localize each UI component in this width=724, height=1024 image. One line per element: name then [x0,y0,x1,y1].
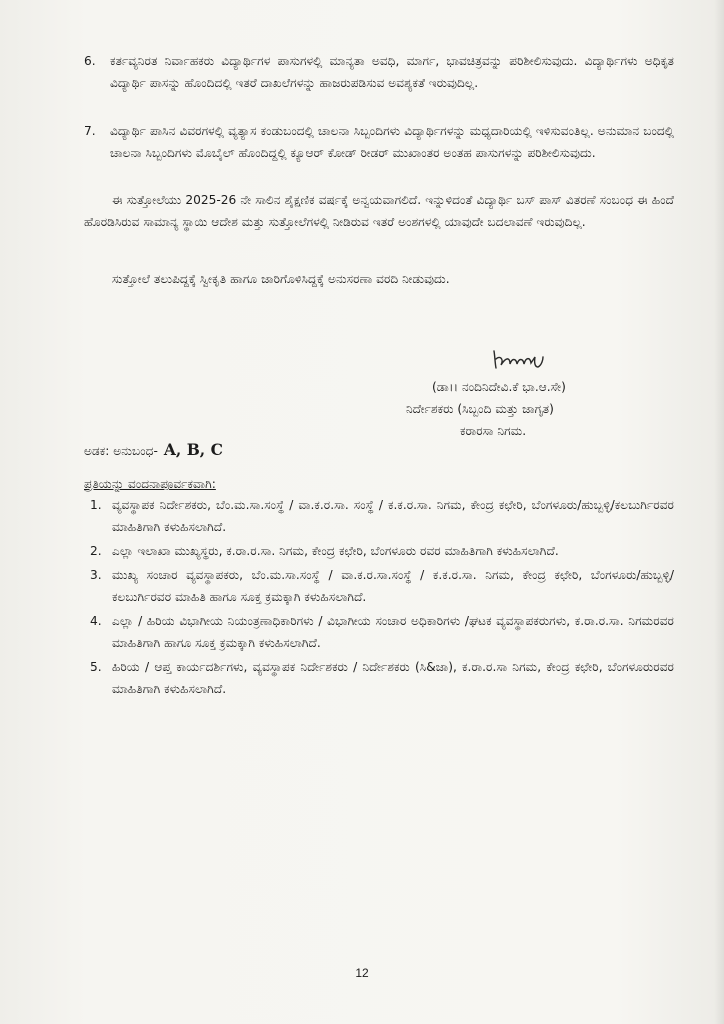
item-number: 2. [90,544,102,558]
page-edge-shadow [714,0,724,1024]
compliance-paragraph [84,268,674,290]
enclosure-line [84,439,223,462]
paragraph-text: ಸುತ್ತೋಲೆ ತಲುಪಿದ್ದಕ್ಕೆ ಸ್ವೀಕೃತಿ ಹಾಗೂ ಜಾರಿಗೊಳಿಸಿದ್ದಕ್ಕೆ ಅನುಸರಣಾ ವರದಿ ನೀಡುವುದು. [112,272,450,286]
signatory-designation: ನಿರ್ದೇಶಕರು (ಸಿಬ್ಬಂದಿ ಮತ್ತು ಜಾಗೃತ) [406,402,554,416]
instruction-item-7 [84,120,674,164]
item-text: ಹಿರಿಯ / ಆಪ್ತ ಕಾರ್ಯದರ್ಶಿಗಳು, ವ್ಯವಸ್ಥಾಪಕ ನಿರ್ದೇಶಕರು / ನಿರ್ದೇಶಕರು (ಸಿ&ಜಾ), ಕ.ರಾ.ರ.ಸಾ ನಿಗಮ, ಕೇಂದ್ರ ಕಛೇರಿ, ಬೆಂಗಳೂರುರವರ ಮಾಹಿತಿಗಾಗಿ ಕಳುಹಿಸಲಾಗಿದೆ. [112,660,674,696]
instruction-item-6 [84,50,674,94]
paragraph-text: ಈ ಸುತ್ತೋಲೆಯು 2025-26 ನೇ ಸಾಲಿನ ಶೈಕ್ಷಣಿಕ ವರ್ಷಕ್ಕೆ ಅನ್ವಯವಾಗಲಿದೆ. ಇನ್ನುಳಿದಂತೆ ವಿದ್ಯಾರ್ಥಿ ಬಸ್ ಪಾಸ್ ವಿತರಣೆ ಸಂಬಂಧ ಈ ಹಿಂದೆ ಹೊರಡಿಸಿರುವ ಸಾಮಾನ್ಯ ಸ್ಥಾಯಿ ಆದೇಶ ಮತ್ತು ಸುತ್ತೋಲೆಗಳಲ್ಲಿ ನೀಡಿರುವ ಇತರೆ ಅಂಶಗಳಲ್ಲಿ ಯಾವುದೇ ಬದಲಾವಣೆ ಇರುವುದಿಲ್ಲ. [84,193,674,229]
item-number: 3. [90,568,102,582]
copy-to-item [84,656,674,700]
item-text: ವ್ಯವಸ್ಥಾಪಕ ನಿರ್ದೇಶಕರು, ಬೆಂ.ಮ.ಸಾ.ಸಂಸ್ಥೆ / ವಾ.ಕ.ರ.ಸಾ. ಸಂಸ್ಥೆ / ಕ.ಕ.ರ.ಸಾ. ನಿಗಮ, ಕೇಂದ್ರ ಕಛೇರಿ, ಬೆಂಗಳೂರು/ಹುಬ್ಬಳ್ಳಿ/ಕಲಬುರ್ಗಿರವರ ಮಾಹಿತಿಗಾಗಿ ಕಳುಹಿಸಲಾಗಿದೆ. [112,498,674,534]
item-text: ಕರ್ತವ್ಯನಿರತ ನಿರ್ವಾಹಕರು ವಿದ್ಯಾರ್ಥಿಗಳ ಪಾಸುಗಳಲ್ಲಿ ಮಾನ್ಯತಾ ಅವಧಿ, ಮಾರ್ಗ, ಭಾವಚಿತ್ರವನ್ನು ಪರಿಶೀಲಿಸುವುದು. ವಿದ್ಯಾರ್ಥಿಗಳು ಅಧಿಕೃತ ವಿದ್ಯಾರ್ಥಿ ಪಾಸನ್ನು ಹೊಂದಿದಲ್ಲಿ ಇತರೆ ದಾಖಲೆಗಳನ್ನು ಹಾಜರುಪಡಿಸುವ ಅವಶ್ಯಕತೆ ಇರುವುದಿಲ್ಲ. [110,54,674,90]
item-text: ವಿದ್ಯಾರ್ಥಿ ಪಾಸಿನ ವಿವರಗಳಲ್ಲಿ ವ್ಯತ್ಯಾಸ ಕಂಡುಬಂದಲ್ಲಿ ಚಾಲನಾ ಸಿಬ್ಬಂದಿಗಳು ವಿದ್ಯಾರ್ಥಿಗಳನ್ನು ಮಧ್ಯದಾರಿಯಲ್ಲಿ ಇಳಿಸುವಂತಿಲ್ಲ. ಅನುಮಾನ ಬಂದಲ್ಲಿ ಚಾಲನಾ ಸಿಬ್ಬಂದಿಗಳು ಮೊಬೈಲ್ ಹೊಂದಿದ್ದಲ್ಲಿ ಕ್ಯೂಆರ್ ಕೋಡ್ ರೀಡರ್ ಮುಖಾಂತರ ಅಂತಹ ಪಾಸುಗಳನ್ನು ಪರಿಶೀಲಿಸುವುದು. [110,124,674,160]
item-text: ಮುಖ್ಯ ಸಂಚಾರ ವ್ಯವಸ್ಥಾಪಕರು, ಬೆಂ.ಮ.ಸಾ.ಸಂಸ್ಥೆ / ವಾ.ಕ.ರ.ಸಾ.ಸಂಸ್ಥೆ / ಕ.ಕ.ರ.ಸಾ. ನಿಗಮ, ಕೇಂದ್ರ ಕಛೇರಿ, ಬೆಂಗಳೂರು/ಹುಬ್ಬಳ್ಳಿ/ಕಲಬುರ್ಗಿರವರ ಮಾಹಿತಿ ಹಾಗೂ ಸೂಕ್ತ ಕ್ರಮಕ್ಕಾಗಿ ಕಳುಹಿಸಲಾಗಿದೆ. [112,568,674,604]
copy-to-heading: ಪ್ರತಿಯನ್ನು ವಂದನಾಪೂರ್ವಕವಾಗಿ: [84,477,216,491]
item-number: 1. [90,498,102,512]
item-number: 5. [90,660,102,674]
item-text: ಎಲ್ಲಾ ಇಲಾಖಾ ಮುಖ್ಯಸ್ಥರು, ಕ.ರಾ.ರ.ಸಾ. ನಿಗಮ, ಕೇಂದ್ರ ಕಛೇರಿ, ಬೆಂಗಳೂರು ರವರ ಮಾಹಿತಿಗಾಗಿ ಕಳುಹಿಸಲಾಗಿದೆ. [112,544,559,558]
applicability-paragraph [84,189,674,233]
enclosure-letters: A, B, C [163,440,223,459]
item-number: 6. [84,54,96,68]
copy-to-item [84,494,674,538]
signatory-organization: ಕರಾರಸಾ ನಿಗಮ. [460,424,527,438]
item-number: 7. [84,124,96,138]
copy-to-item [84,564,674,608]
item-text: ಎಲ್ಲಾ / ಹಿರಿಯ ವಿಭಾಗೀಯ ನಿಯಂತ್ರಣಾಧಿಕಾರಿಗಳು / ವಿಭಾಗೀಯ ಸಂಚಾರ ಅಧಿಕಾರಿಗಳು /ಘಟಕ ವ್ಯವಸ್ಥಾಪಕರುಗಳು, ಕ.ರಾ.ರ.ಸಾ. ನಿಗಮರವರ ಮಾಹಿತಿಗಾಗಿ ಹಾಗೂ ಸೂಕ್ತ ಕ್ರಮಕ್ಕಾಗಿ ಕಳುಹಿಸಲಾಗಿದೆ. [112,614,674,650]
copy-to-item [84,610,674,654]
numbered-instructions-7 [84,120,674,164]
copy-to-item [84,540,674,562]
page-number: 12 [355,966,369,980]
numbered-instructions-6 [84,50,674,94]
item-number: 4. [90,614,102,628]
enclosure-label: ಅಡಕ: ಅನುಬಂಧ- [84,444,158,458]
signature-block [380,376,670,442]
handwritten-signature [488,345,568,373]
signatory-name: (ಡಾ।। ನಂದಿನಿದೇವಿ.ಕೆ ಭಾ.ಆ.ಸೇ) [432,380,566,394]
copy-to-list [84,494,674,702]
